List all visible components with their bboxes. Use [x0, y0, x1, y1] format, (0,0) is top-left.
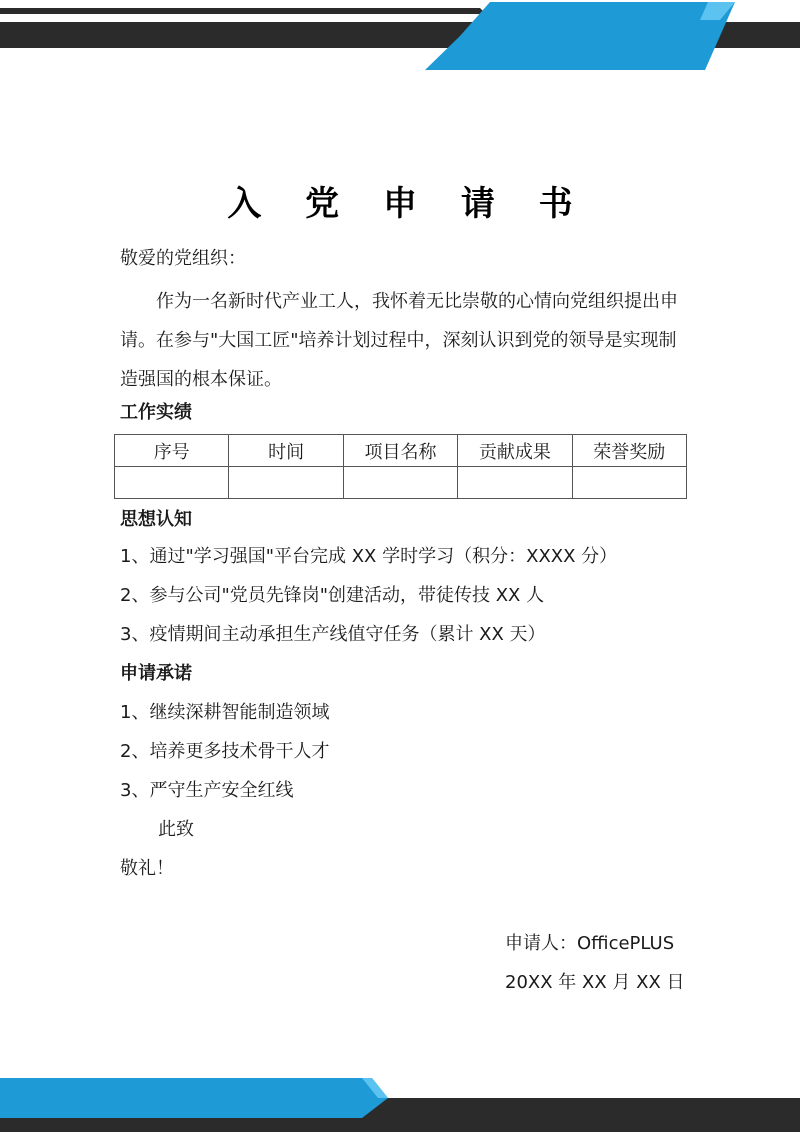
table-cell	[229, 467, 343, 499]
column-header-project: 项目名称	[343, 435, 457, 467]
table-cell	[458, 467, 572, 499]
list-item: 1、通过"学习强国"平台完成 XX 学时学习（积分：XXXX 分）	[120, 546, 618, 567]
thoughts-heading: 思想认知	[120, 509, 192, 530]
header-decoration	[0, 0, 800, 70]
footer-decoration	[0, 1070, 800, 1132]
promise-heading: 申请承诺	[120, 663, 192, 684]
salutation: 敬爱的党组织：	[120, 248, 246, 269]
table-cell	[572, 467, 686, 499]
work-results-table	[114, 434, 687, 499]
table-row	[115, 467, 687, 499]
closing-line-2: 敬礼！	[120, 858, 174, 879]
column-header-honor: 荣誉奖励	[572, 435, 686, 467]
list-item: 2、参与公司"党员先锋岗"创建活动，带徒传技 XX 人	[120, 585, 545, 606]
closing-line-1: 此致	[158, 819, 194, 840]
footer-dark-band	[0, 1098, 800, 1132]
work-heading: 工作实绩	[120, 402, 192, 423]
column-header-time: 时间	[229, 435, 343, 467]
table-header-row	[115, 435, 687, 467]
table-cell	[343, 467, 457, 499]
list-item: 3、严守生产安全红线	[120, 780, 294, 801]
table-cell	[115, 467, 229, 499]
column-header-contribution: 贡献成果	[458, 435, 572, 467]
list-item: 3、疫情期间主动承担生产线值守任务（累计 XX 天）	[120, 624, 546, 645]
signature-date: 20XX 年 XX 月 XX 日	[505, 972, 685, 993]
applicant-signature: 申请人：OfficePLUS	[505, 933, 675, 954]
intro-paragraph	[120, 282, 686, 399]
header-dark-band	[0, 22, 800, 48]
column-header-index: 序号	[115, 435, 229, 467]
list-item: 1、继续深耕智能制造领域	[120, 702, 330, 723]
footer-blue-highlight	[362, 1078, 388, 1098]
intro-text: 作为一名新时代产业工人，我怀着无比崇敬的心情向党组织提出申请。在参与"大国工匠"培养计划过程中，深刻认识到党的领导是实现制造强国的根本保证。	[120, 291, 678, 390]
footer-blue-shape	[0, 1078, 388, 1118]
list-item: 2、培养更多技术骨干人才	[120, 741, 330, 762]
header-blue-shape	[425, 2, 735, 70]
header-blue-highlight	[700, 2, 735, 20]
document-title: 入 党 申 请 书	[227, 184, 589, 224]
header-dark-band-top	[0, 8, 486, 14]
